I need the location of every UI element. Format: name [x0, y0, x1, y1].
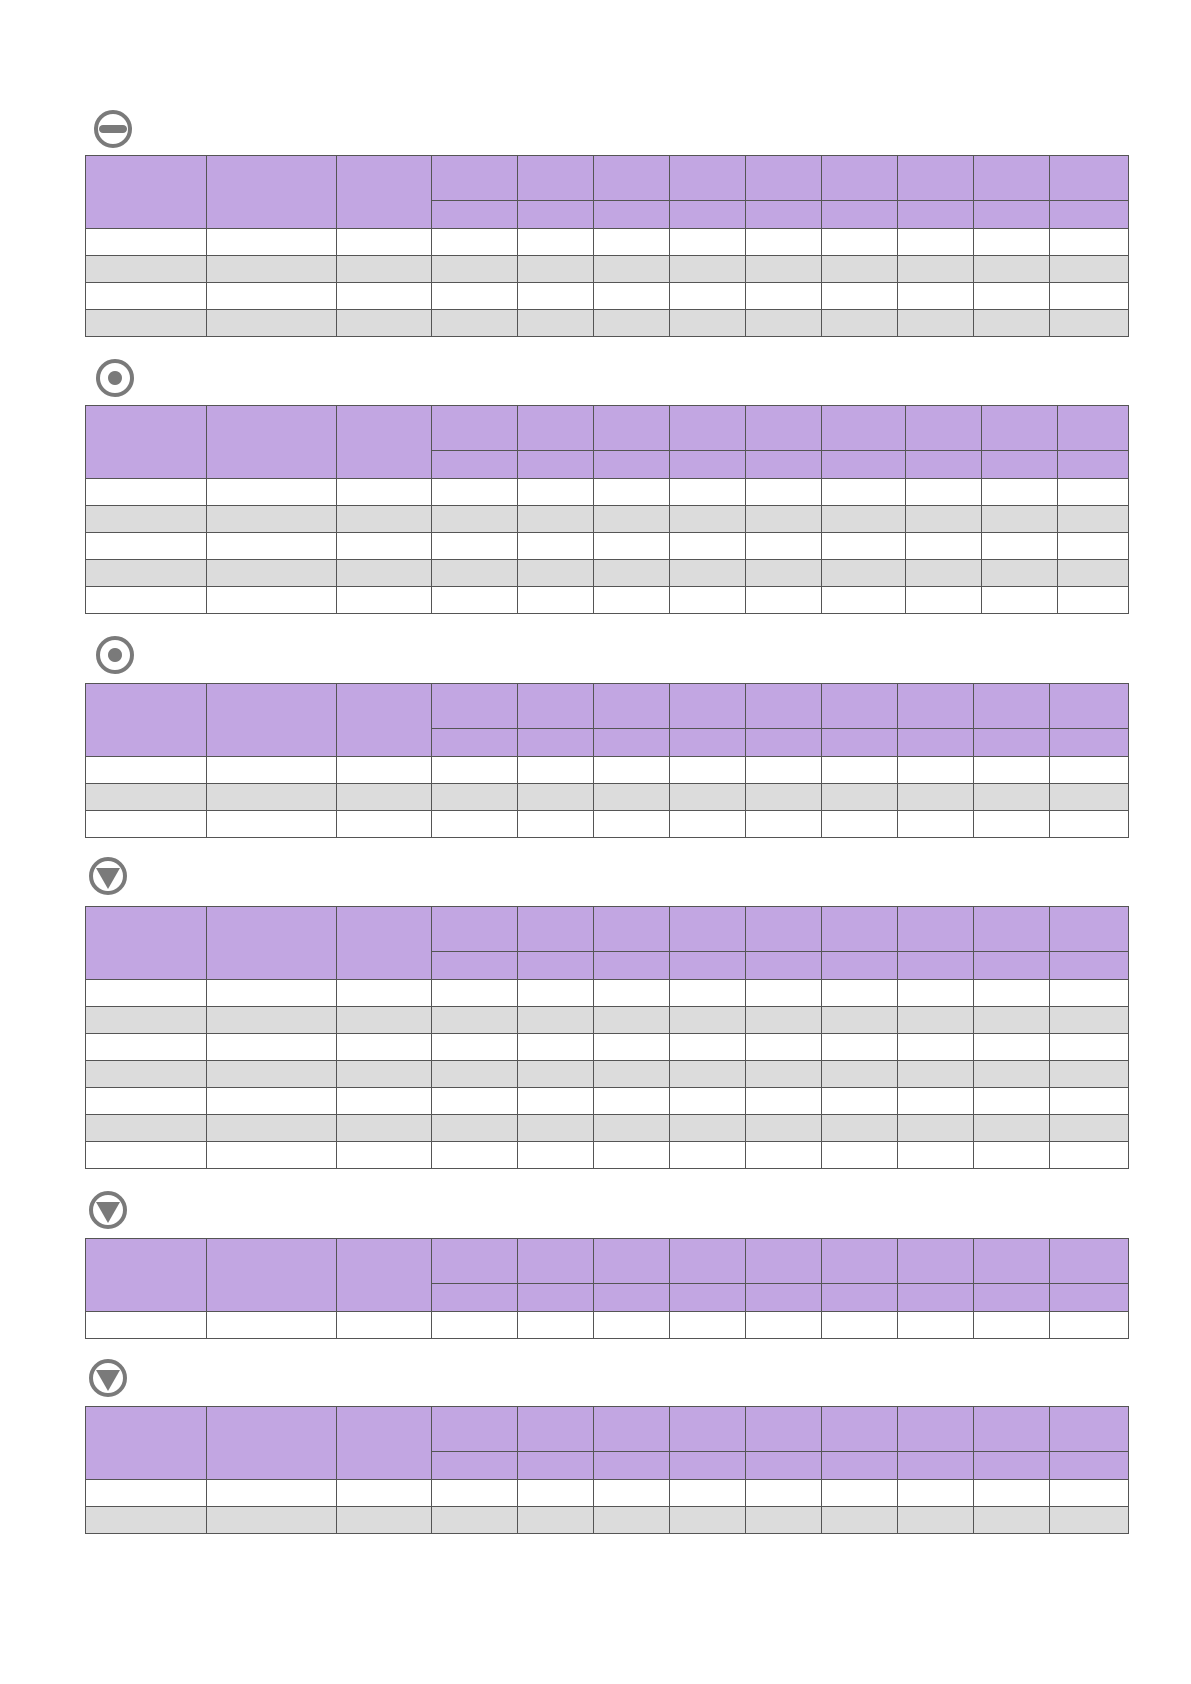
header-cell	[1050, 1284, 1129, 1312]
header-cell	[594, 1239, 670, 1284]
header-cell	[337, 907, 432, 980]
header-cell	[898, 156, 974, 201]
table-row	[86, 256, 1129, 283]
header-cell	[518, 156, 594, 201]
table-row	[86, 1115, 1129, 1142]
header-cell	[337, 406, 432, 479]
header-cell	[982, 451, 1058, 479]
header-cell	[1050, 1452, 1129, 1480]
header-cell	[432, 952, 518, 980]
header-cell	[518, 201, 594, 229]
header-cell	[746, 1452, 822, 1480]
header-cell	[518, 952, 594, 980]
table-row	[86, 757, 1129, 784]
header-cell	[337, 684, 432, 757]
header-cell	[594, 1452, 670, 1480]
down-triangle-icon	[88, 1358, 128, 1398]
header-cell	[432, 1284, 518, 1312]
header-cell	[518, 729, 594, 757]
header-cell	[518, 1407, 594, 1452]
table-row	[86, 310, 1129, 337]
data-table	[85, 906, 1129, 1169]
header-cell	[594, 201, 670, 229]
table-row	[86, 784, 1129, 811]
header-cell	[1050, 156, 1129, 201]
header-cell	[746, 1239, 822, 1284]
header-cell	[1058, 406, 1129, 451]
header-cell	[746, 451, 822, 479]
header-cell	[518, 406, 594, 451]
header-cell	[822, 1239, 898, 1284]
header-cell	[432, 1239, 518, 1284]
no-entry-icon	[93, 109, 133, 149]
header-cell	[670, 201, 746, 229]
header-cell	[670, 1239, 746, 1284]
header-cell	[1050, 729, 1129, 757]
header-cell	[1050, 907, 1129, 952]
data-table	[85, 1406, 1129, 1534]
header-cell	[670, 907, 746, 952]
table-row	[86, 587, 1129, 614]
header-cell	[207, 907, 337, 980]
header-cell	[898, 952, 974, 980]
header-cell	[432, 201, 518, 229]
header-cell	[974, 1407, 1050, 1452]
header-cell	[432, 684, 518, 729]
header-cell	[1058, 451, 1129, 479]
header-cell	[670, 156, 746, 201]
header-cell	[746, 156, 822, 201]
table-row	[86, 1034, 1129, 1061]
header-cell	[594, 729, 670, 757]
header-cell	[974, 201, 1050, 229]
table-header	[86, 156, 1129, 229]
header-cell	[746, 952, 822, 980]
header-cell	[1050, 684, 1129, 729]
header-cell	[518, 1284, 594, 1312]
header-cell	[432, 451, 518, 479]
header-cell	[86, 1407, 207, 1480]
header-cell	[822, 1452, 898, 1480]
table-row	[86, 1507, 1129, 1534]
header-cell	[337, 1239, 432, 1312]
header-cell	[746, 1407, 822, 1452]
header-cell	[898, 1239, 974, 1284]
table-row	[86, 283, 1129, 310]
header-cell	[518, 684, 594, 729]
table-row	[86, 1061, 1129, 1088]
header-cell	[594, 406, 670, 451]
header-cell	[746, 684, 822, 729]
header-cell	[86, 406, 207, 479]
data-table	[85, 683, 1129, 838]
table-row	[86, 1007, 1129, 1034]
header-cell	[974, 1452, 1050, 1480]
header-cell	[432, 1407, 518, 1452]
table-header	[86, 907, 1129, 980]
header-cell	[594, 451, 670, 479]
header-cell	[594, 684, 670, 729]
header-cell	[906, 451, 982, 479]
header-cell	[1050, 1239, 1129, 1284]
header-cell	[670, 1407, 746, 1452]
header-cell	[1050, 201, 1129, 229]
header-cell	[86, 1239, 207, 1312]
table-row	[86, 980, 1129, 1007]
header-cell	[822, 684, 898, 729]
table-row	[86, 1088, 1129, 1115]
header-cell	[670, 1452, 746, 1480]
table-row	[86, 1480, 1129, 1507]
table-row	[86, 506, 1129, 533]
header-cell	[1050, 1407, 1129, 1452]
header-cell	[974, 156, 1050, 201]
header-cell	[822, 907, 898, 952]
header-cell	[207, 1407, 337, 1480]
header-cell	[207, 406, 337, 479]
header-cell	[670, 406, 746, 451]
header-cell	[982, 406, 1058, 451]
header-cell	[518, 1239, 594, 1284]
header-cell	[207, 684, 337, 757]
header-cell	[974, 729, 1050, 757]
header-cell	[1050, 952, 1129, 980]
header-cell	[898, 201, 974, 229]
header-cell	[432, 729, 518, 757]
header-cell	[746, 406, 822, 451]
header-cell	[207, 1239, 337, 1312]
table-row	[86, 229, 1129, 256]
header-cell	[898, 684, 974, 729]
header-cell	[594, 907, 670, 952]
header-cell	[898, 1284, 974, 1312]
table-row	[86, 560, 1129, 587]
header-cell	[207, 156, 337, 229]
header-cell	[432, 1452, 518, 1480]
table-header	[86, 406, 1129, 479]
header-cell	[670, 729, 746, 757]
header-cell	[974, 952, 1050, 980]
header-cell	[746, 907, 822, 952]
header-cell	[518, 1452, 594, 1480]
data-table	[85, 155, 1129, 337]
header-cell	[822, 1407, 898, 1452]
down-triangle-icon	[88, 856, 128, 896]
header-cell	[594, 952, 670, 980]
header-cell	[974, 1239, 1050, 1284]
header-cell	[822, 952, 898, 980]
header-cell	[974, 907, 1050, 952]
table-row	[86, 811, 1129, 838]
header-cell	[898, 729, 974, 757]
header-cell	[670, 952, 746, 980]
header-cell	[974, 684, 1050, 729]
header-cell	[822, 406, 906, 451]
header-cell	[898, 1407, 974, 1452]
data-table	[85, 405, 1129, 614]
header-cell	[432, 406, 518, 451]
table-row	[86, 1312, 1129, 1339]
header-cell	[822, 1284, 898, 1312]
header-cell	[594, 1407, 670, 1452]
header-cell	[746, 201, 822, 229]
target-dot-icon	[95, 358, 135, 398]
header-cell	[746, 1284, 822, 1312]
table-header	[86, 1239, 1129, 1312]
header-cell	[822, 156, 898, 201]
header-cell	[86, 684, 207, 757]
header-cell	[432, 907, 518, 952]
table-row	[86, 479, 1129, 506]
header-cell	[974, 1284, 1050, 1312]
header-cell	[594, 156, 670, 201]
header-cell	[432, 156, 518, 201]
header-cell	[898, 907, 974, 952]
header-cell	[594, 1284, 670, 1312]
data-table	[85, 1238, 1129, 1339]
header-cell	[906, 406, 982, 451]
header-cell	[670, 684, 746, 729]
header-cell	[822, 201, 898, 229]
down-triangle-icon	[88, 1190, 128, 1230]
table-header	[86, 684, 1129, 757]
header-cell	[86, 907, 207, 980]
header-cell	[337, 1407, 432, 1480]
table-header	[86, 1407, 1129, 1480]
target-dot-icon	[95, 635, 135, 675]
header-cell	[670, 451, 746, 479]
header-cell	[822, 729, 898, 757]
header-cell	[86, 156, 207, 229]
header-cell	[518, 451, 594, 479]
table-row	[86, 1142, 1129, 1169]
header-cell	[518, 907, 594, 952]
header-cell	[337, 156, 432, 229]
header-cell	[746, 729, 822, 757]
header-cell	[670, 1284, 746, 1312]
header-cell	[898, 1452, 974, 1480]
header-cell	[822, 451, 906, 479]
table-row	[86, 533, 1129, 560]
